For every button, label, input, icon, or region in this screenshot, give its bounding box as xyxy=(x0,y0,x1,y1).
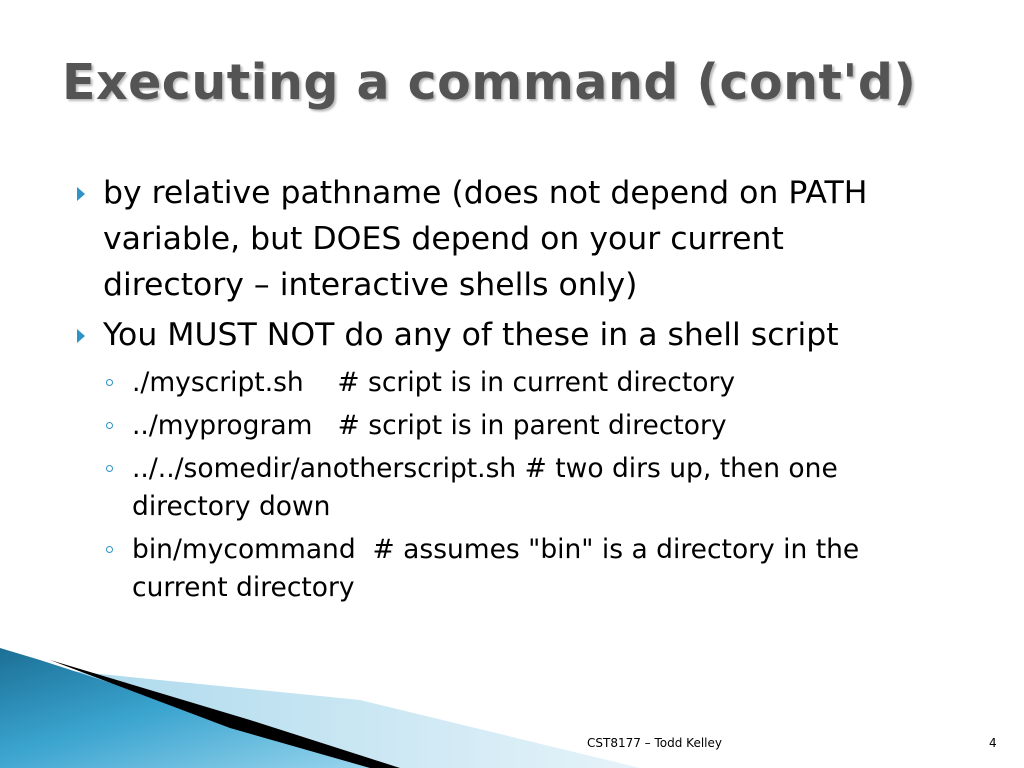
circle-outline-icon xyxy=(106,422,113,429)
sub-bullet-item xyxy=(0,407,952,445)
circle-outline-icon xyxy=(106,379,113,386)
sub-bullet-text: ../myprogram # script is in parent directory xyxy=(132,410,727,441)
circle-outline-icon xyxy=(106,546,113,553)
sub-bullet-item xyxy=(0,531,952,607)
bullet-item-must-not xyxy=(0,312,893,358)
page-number: 4 xyxy=(989,736,997,750)
bullet-item-relative-pathname xyxy=(0,170,893,308)
sub-bullet-text: bin/mycommand # assumes "bin" is a directory in the current directory xyxy=(132,534,868,603)
slide-body xyxy=(0,170,1024,612)
sub-bullet-text: ../../somedir/anotherscript.sh # two dirs up, then one directory down xyxy=(132,453,847,522)
footer-text: CST8177 – Todd Kelley xyxy=(587,736,722,750)
circle-outline-icon xyxy=(106,465,113,472)
sub-bullet-item xyxy=(0,364,952,402)
triangle-right-icon xyxy=(77,329,85,343)
sub-bullet-text: ./myscript.sh # script is in current directory xyxy=(132,367,736,398)
sub-bullet-item xyxy=(0,450,952,526)
bullet-text: You MUST NOT do any of these in a shell script xyxy=(103,317,839,353)
triangle-right-icon xyxy=(77,187,85,201)
slide-title: Executing a command (cont'd) xyxy=(62,54,917,111)
sub-bullet-list xyxy=(0,364,1024,607)
bullet-text: by relative pathname (does not depend on PATH variable, but DOES depend on your current directory – interactive shells only) xyxy=(103,175,868,303)
